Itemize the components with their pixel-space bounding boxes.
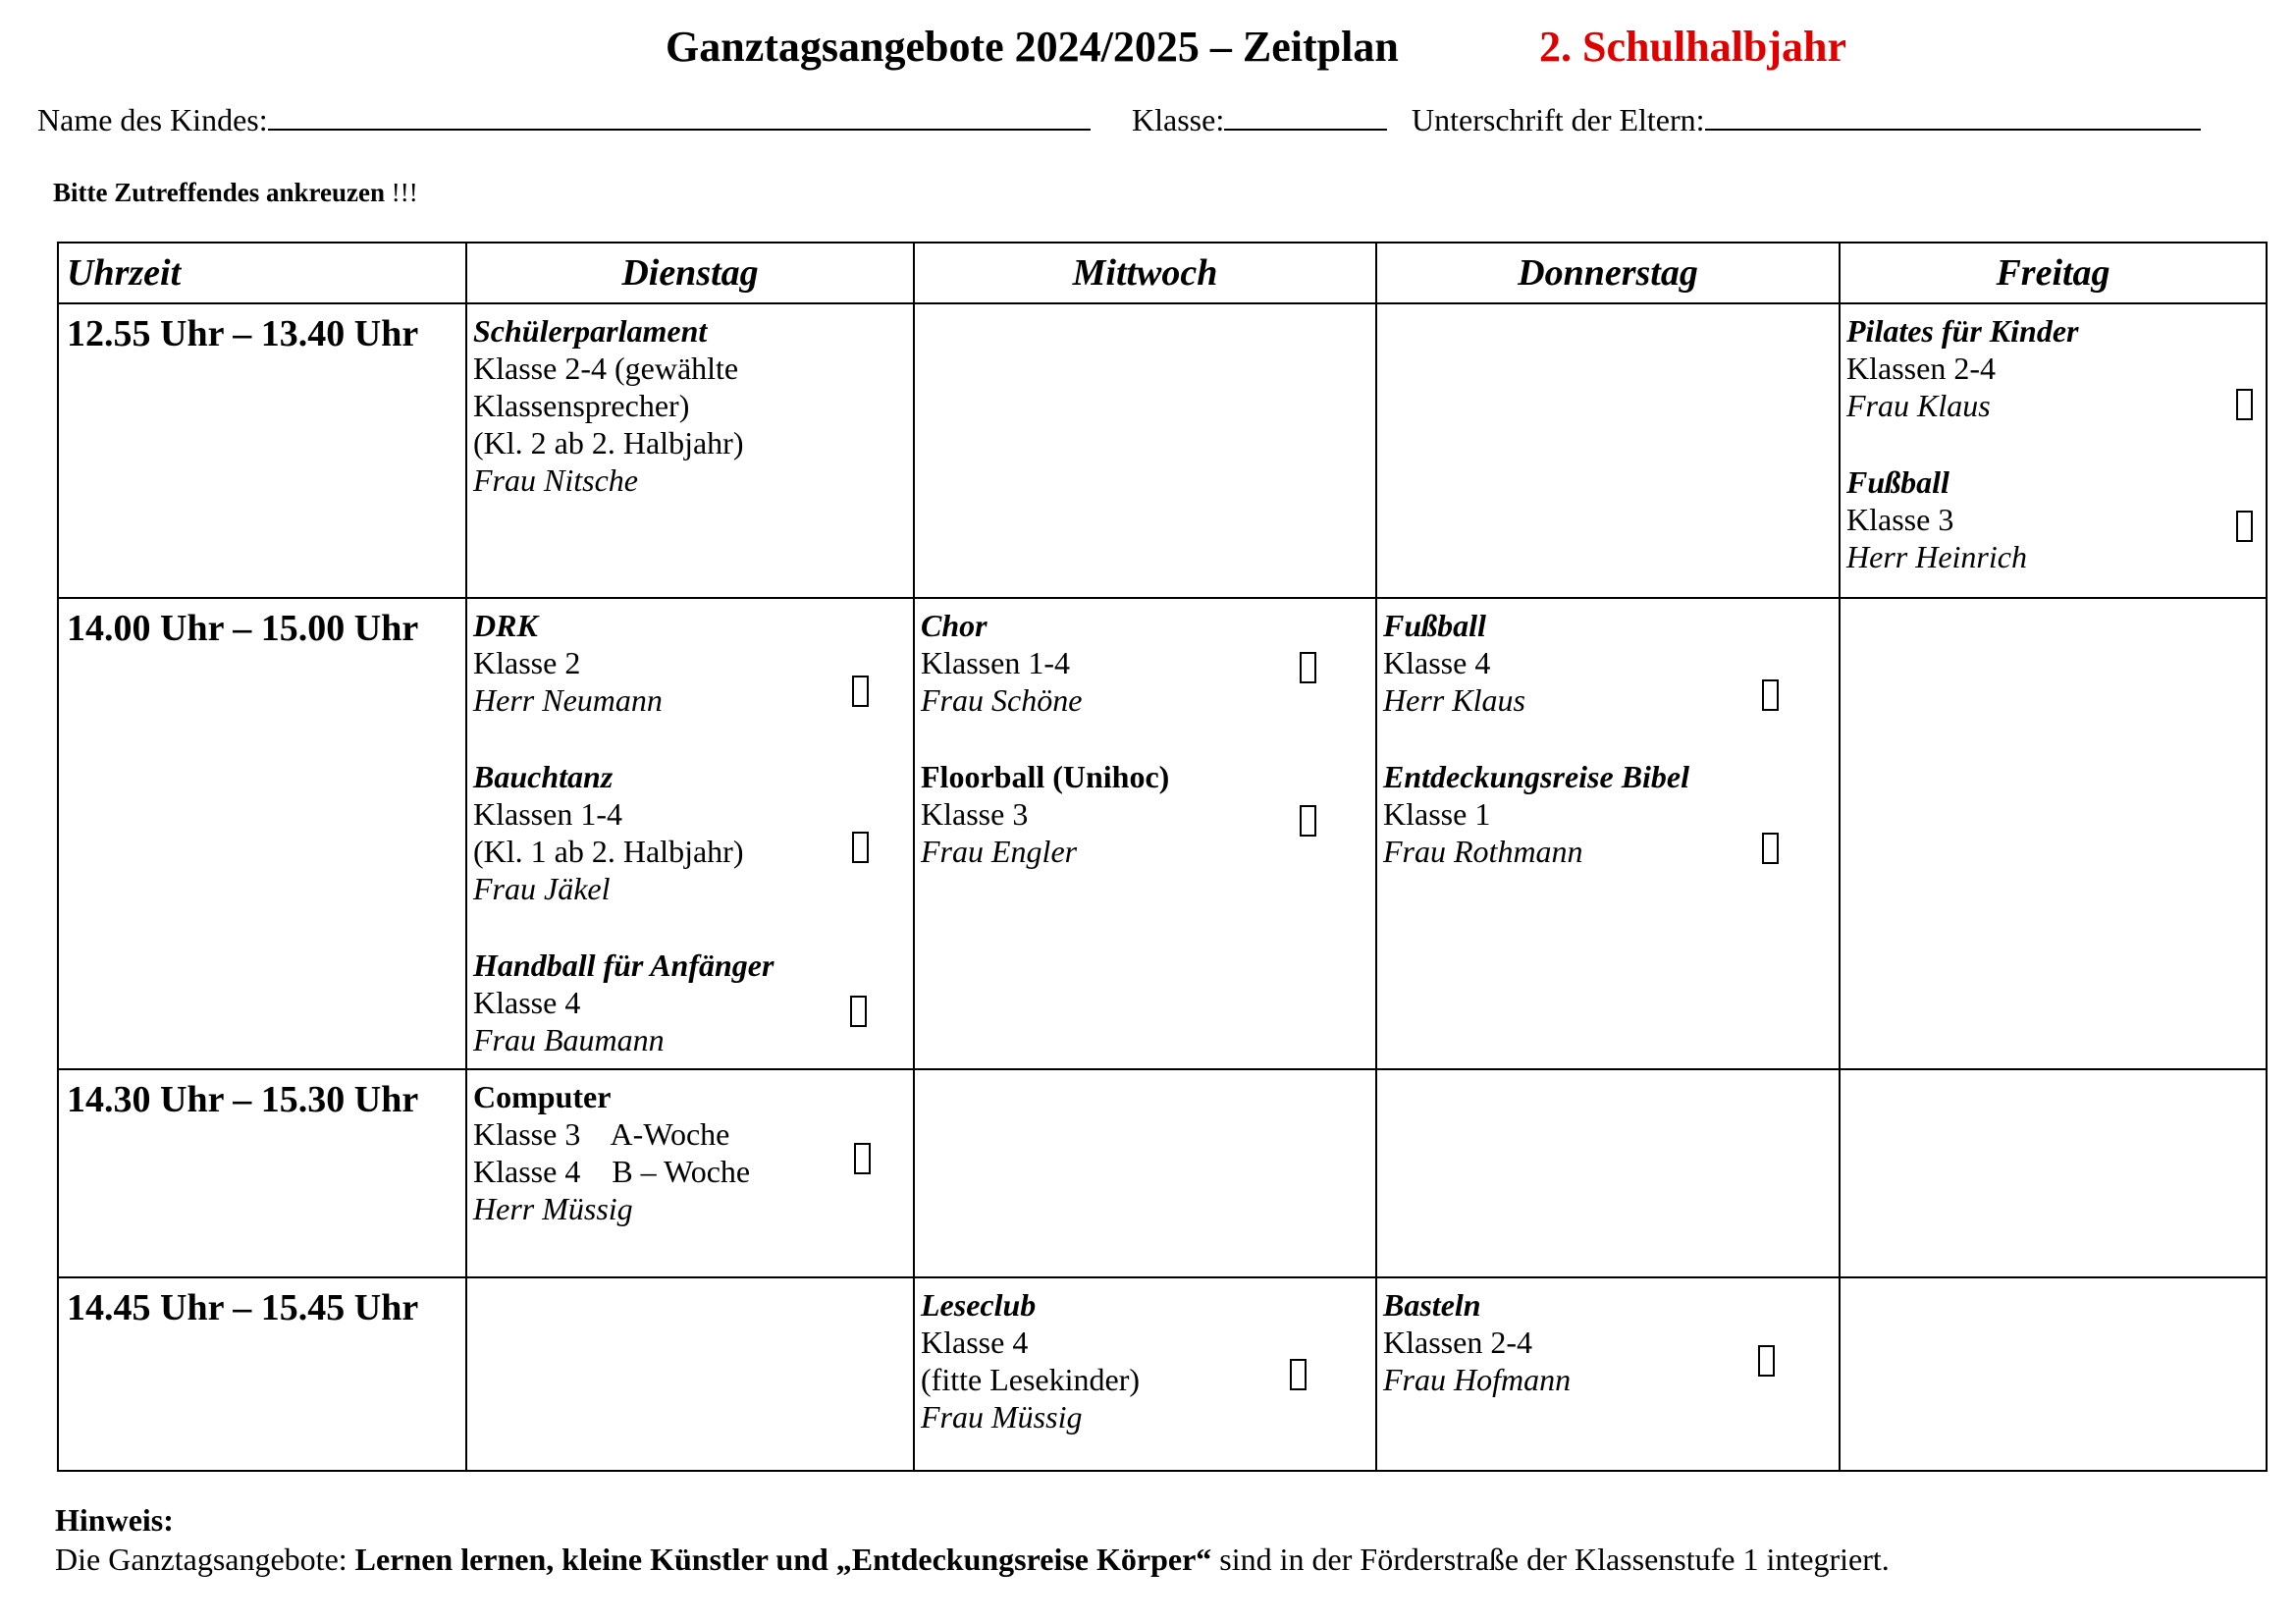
tuesday-cell — [466, 598, 914, 1069]
header-thursday: Donnerstag — [1376, 243, 1840, 303]
activity-detail: (Kl. 1 ab 2. Halbjahr) — [473, 834, 744, 869]
checkbox[interactable] — [1300, 805, 1316, 837]
activity-name: Basteln — [1383, 1287, 1481, 1323]
activity — [1846, 463, 2260, 575]
activity — [1383, 1286, 1833, 1398]
table-row — [58, 303, 2267, 598]
activity — [473, 1078, 907, 1227]
note — [55, 1500, 1890, 1579]
thursday-cell — [1376, 1277, 1840, 1471]
thursday-cell — [1376, 1069, 1840, 1277]
title-row — [0, 22, 2296, 81]
time-cell — [58, 1069, 466, 1277]
thursday-cell — [1376, 303, 1840, 598]
activity — [473, 607, 907, 719]
table-row — [58, 1277, 2267, 1471]
note-highlight: Lernen lernen, kleine Künstler und „Entdeckungsreise Körper“ — [354, 1542, 1212, 1577]
note-suffix: sind in der Förderstraße der Klassenstufe 1 integriert. — [1211, 1542, 1890, 1577]
note-prefix: Die Ganztagsangebote: — [55, 1542, 355, 1577]
time-slot: 12.55 Uhr – 13.40 Uhr — [67, 313, 419, 354]
page-subtitle: 2. Schulhalbjahr — [1539, 23, 1846, 71]
wednesday-cell — [914, 1277, 1376, 1471]
note-text — [55, 1540, 1890, 1579]
activity-name: Pilates für Kinder — [1846, 313, 2079, 349]
table-row — [58, 598, 2267, 1069]
wednesday-cell — [914, 598, 1376, 1069]
activity-name: Schülerparlament — [473, 313, 708, 349]
activity-detail: Klasse 3 A-Woche — [473, 1116, 730, 1152]
activity-detail: Klasse 4 — [473, 985, 581, 1020]
note-label: Hinweis: — [55, 1502, 174, 1538]
activity-teacher: Herr Neumann — [473, 682, 663, 718]
activity-teacher: Frau Baumann — [473, 1022, 665, 1057]
instruction-suffix: !!! — [384, 178, 418, 207]
class-field[interactable] — [1132, 101, 1387, 138]
checkbox[interactable] — [2236, 389, 2253, 420]
signature-line[interactable] — [1705, 101, 2201, 131]
activity-teacher: Herr Heinrich — [1846, 539, 2027, 574]
activity-detail: Klasse 4 — [921, 1325, 1029, 1360]
activity-detail: Klasse 2-4 (gewählte — [473, 351, 739, 386]
activity-teacher: Frau Rothmann — [1383, 834, 1583, 869]
checkbox[interactable] — [852, 832, 869, 863]
activity-name: DRK — [473, 608, 538, 643]
checkbox[interactable] — [1300, 652, 1316, 683]
activity-name: Handball für Anfänger — [473, 947, 774, 983]
activity-teacher: Frau Klaus — [1846, 388, 1991, 423]
activity-detail: Klassen 2-4 — [1846, 351, 1996, 386]
activity-name: Entdeckungsreise Bibel — [1383, 759, 1690, 794]
checkbox[interactable] — [2236, 511, 2253, 542]
activity-teacher: Frau Engler — [921, 834, 1078, 869]
activity-teacher: Frau Schöne — [921, 682, 1083, 718]
activity-detail: Klassen 1-4 — [921, 645, 1070, 680]
activity-detail: Klasse 4 B – Woche — [473, 1154, 751, 1189]
time-slot: 14.00 Uhr – 15.00 Uhr — [67, 608, 419, 649]
checkbox[interactable] — [850, 996, 867, 1027]
friday-cell — [1840, 1277, 2267, 1471]
checkbox[interactable] — [1762, 679, 1779, 711]
activity-name: Bauchtanz — [473, 759, 614, 794]
wednesday-cell — [914, 1069, 1376, 1277]
child-name-field[interactable] — [37, 101, 1091, 138]
time-cell — [58, 598, 466, 1069]
class-line[interactable] — [1224, 101, 1387, 131]
activity-name: Computer — [473, 1079, 612, 1114]
activity-teacher: Herr Klaus — [1383, 682, 1525, 718]
activity-detail: (Kl. 2 ab 2. Halbjahr) — [473, 425, 744, 460]
friday-cell — [1840, 303, 2267, 598]
checkbox[interactable] — [854, 1143, 871, 1174]
time-cell — [58, 1277, 466, 1471]
activity — [473, 312, 907, 499]
header-wednesday: Mittwoch — [914, 243, 1376, 303]
activity-name: Fußball — [1846, 464, 1949, 500]
activity-teacher: Frau Jäkel — [473, 871, 611, 906]
activity-detail: Klasse 4 — [1383, 645, 1491, 680]
header-tuesday: Dienstag — [466, 243, 914, 303]
activity-detail: Klassensprecher) — [473, 388, 690, 423]
wednesday-cell — [914, 303, 1376, 598]
activity-teacher: Herr Müssig — [473, 1191, 633, 1226]
activity — [473, 758, 907, 907]
activity-detail: Klasse 3 — [1846, 502, 1954, 537]
activity-name: Leseclub — [921, 1287, 1037, 1323]
thursday-cell — [1376, 598, 1840, 1069]
time-slot: 14.30 Uhr – 15.30 Uhr — [67, 1079, 419, 1120]
table-row — [58, 1069, 2267, 1277]
activity — [473, 947, 907, 1058]
activity-name: Floorball (Unihoc) — [921, 759, 1170, 794]
activity-detail: Klassen 2-4 — [1383, 1325, 1532, 1360]
signature-label: Unterschrift der Eltern: — [1412, 102, 1705, 137]
friday-cell — [1840, 1069, 2267, 1277]
activity-teacher: Frau Nitsche — [473, 462, 638, 498]
activity-name: Fußball — [1383, 608, 1486, 643]
time-cell — [58, 303, 466, 598]
checkbox[interactable] — [1290, 1359, 1307, 1390]
instruction — [53, 178, 418, 208]
activity-detail: Klasse 1 — [1383, 796, 1491, 832]
child-name-label: Name des Kindes: — [37, 102, 268, 137]
activity — [1846, 312, 2260, 424]
tuesday-cell — [466, 303, 914, 598]
tuesday-cell — [466, 1069, 914, 1277]
activity-detail: Klasse 3 — [921, 796, 1029, 832]
checkbox[interactable] — [1762, 833, 1779, 864]
class-label: Klasse: — [1132, 102, 1225, 137]
activity-teacher: Frau Müssig — [921, 1399, 1083, 1435]
activity-teacher: Frau Hofmann — [1383, 1362, 1572, 1397]
checkbox[interactable] — [852, 676, 869, 707]
friday-cell — [1840, 598, 2267, 1069]
tuesday-cell — [466, 1277, 914, 1471]
signature-field[interactable] — [1412, 101, 2201, 138]
instruction-text: Bitte Zutreffendes ankreuzen — [53, 178, 385, 207]
table-header-row — [58, 243, 2267, 303]
time-slot: 14.45 Uhr – 15.45 Uhr — [67, 1287, 419, 1328]
page-title: Ganztagsangebote 2024/2025 – Zeitplan — [666, 23, 1399, 71]
checkbox[interactable] — [1758, 1345, 1775, 1377]
activity-name: Chor — [921, 608, 988, 643]
schedule-table — [57, 242, 2268, 1472]
header-friday: Freitag — [1840, 243, 2267, 303]
child-name-line[interactable] — [268, 101, 1091, 131]
activity-detail: (fitte Lesekinder) — [921, 1362, 1140, 1397]
activity-detail: Klassen 1-4 — [473, 796, 622, 832]
header-time: Uhrzeit — [58, 243, 466, 303]
activity-detail: Klasse 2 — [473, 645, 581, 680]
